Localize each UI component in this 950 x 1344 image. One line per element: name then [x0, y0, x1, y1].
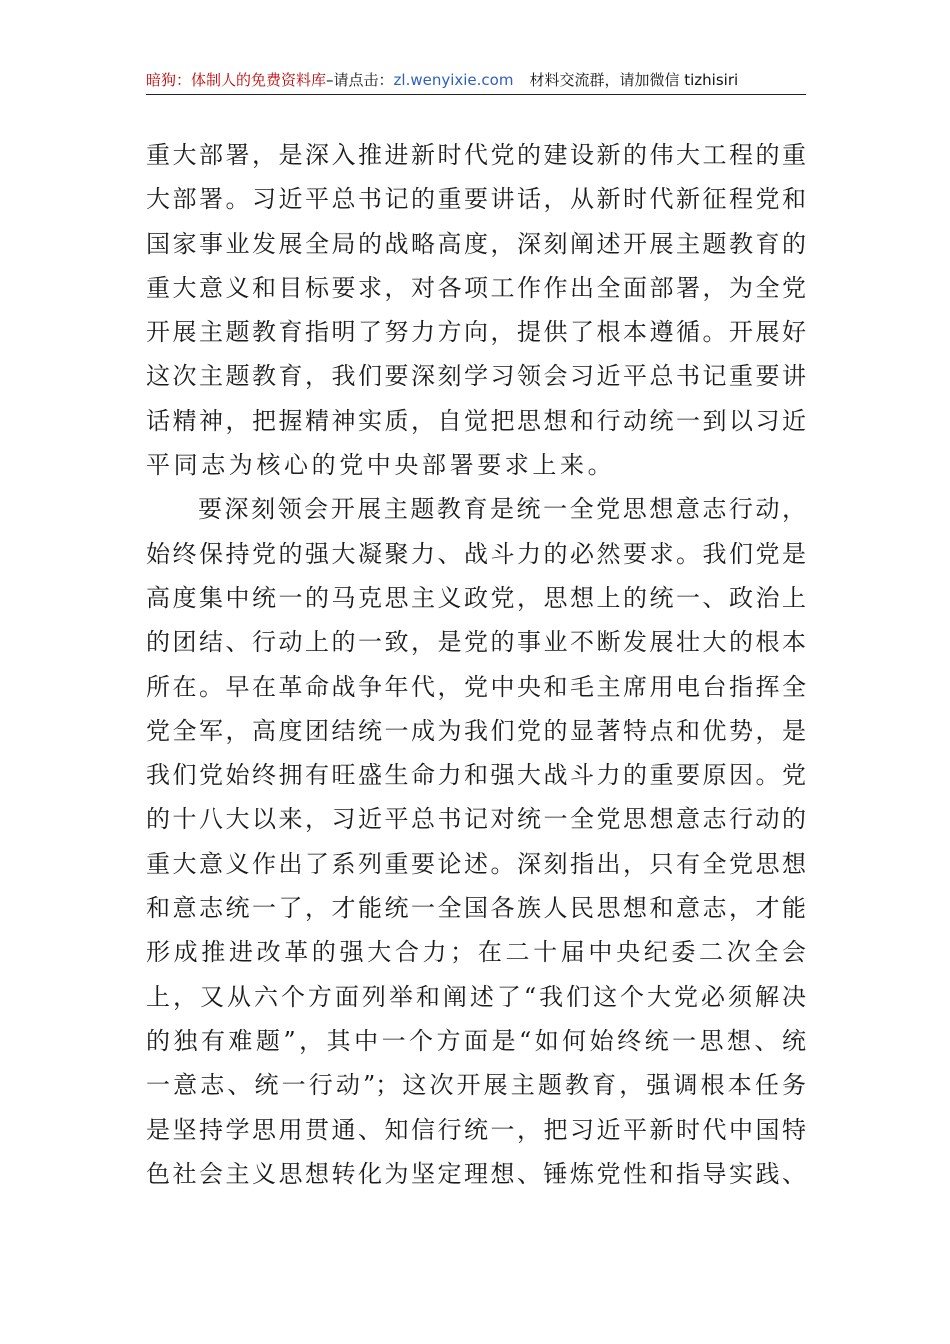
text-line: 重大意义作出了系列重要论述。深刻指出，只有全党思想: [146, 849, 806, 878]
text-line: 国家事业发展全局的战略高度，深刻阐述开展主题教育的: [146, 229, 806, 258]
text-line: 所在。早在革命战争年代，党中央和毛主席用电台指挥全: [146, 672, 806, 701]
header-click-prompt: –请点击：: [326, 71, 394, 89]
text-line: 党全军，高度团结统一成为我们党的显著特点和优势，是: [146, 716, 806, 745]
text-line: 开展主题教育指明了努力方向，提供了根本遵循。开展好: [146, 318, 806, 347]
paragraph-first-line: 要深刻领会开展主题教育是统一全党思想意志行动，: [198, 495, 806, 524]
text-line: 始终保持党的强大凝聚力、战斗力的必然要求。我们党是: [146, 539, 806, 568]
page-header: [146, 66, 806, 95]
header-group-note: 材料交流群，请加微信 tizhisiri: [529, 71, 739, 89]
document-body: [146, 133, 806, 1196]
text-line: 的团结、行动上的一致，是党的事业不断发展壮大的根本: [146, 628, 806, 657]
text-line: 形成推进改革的强大合力；在二十届中央纪委二次全会: [146, 938, 806, 967]
text-line: 重大部署，是深入推进新时代党的建设新的伟大工程的重: [146, 141, 806, 169]
text-line: 这次主题教育，我们要深刻学习领会习近平总书记重要讲: [146, 362, 806, 391]
text-line: 的十八大以来，习近平总书记对统一全党思想意志行动的: [146, 805, 806, 834]
text-line: 重大意义和目标要求，对各项工作作出全面部署，为全党: [146, 273, 806, 302]
text-line: 是坚持学思用贯通、知信行统一，把习近平新时代中国特: [146, 1115, 806, 1144]
header-url-link[interactable]: zl.wenyixie.com: [393, 71, 514, 89]
text-line: 平同志为核心的党中央部署要求上来。: [146, 451, 616, 480]
text-line: 一意志、统一行动”；这次开展主题教育，强调根本任务: [146, 1071, 806, 1100]
text-line: 大部署。习近平总书记的重要讲话，从新时代新征程党和: [146, 185, 806, 214]
text-line: 和意志统一了，才能统一全国各族人民思想和意志，才能: [146, 894, 806, 923]
text-line: 色社会主义思想转化为坚定理想、锤炼党性和指导实践、: [146, 1159, 806, 1188]
text-line: 的独有难题”，其中一个方面是“如何始终统一思想、统: [146, 1026, 806, 1055]
text-line: 我们党始终拥有旺盛生命力和强大战斗力的重要原因。党: [146, 761, 806, 790]
header-site-name: 暗狗：体制人的免费资料库: [146, 71, 327, 89]
text-line: 话精神，把握精神实质，自觉把思想和行动统一到以习近: [146, 406, 806, 435]
text-line: 上，又从六个方面列举和阐述了“我们这个大党必须解决: [146, 982, 806, 1011]
text-line: 高度集中统一的马克思主义政党，思想上的统一、政治上: [146, 583, 806, 612]
